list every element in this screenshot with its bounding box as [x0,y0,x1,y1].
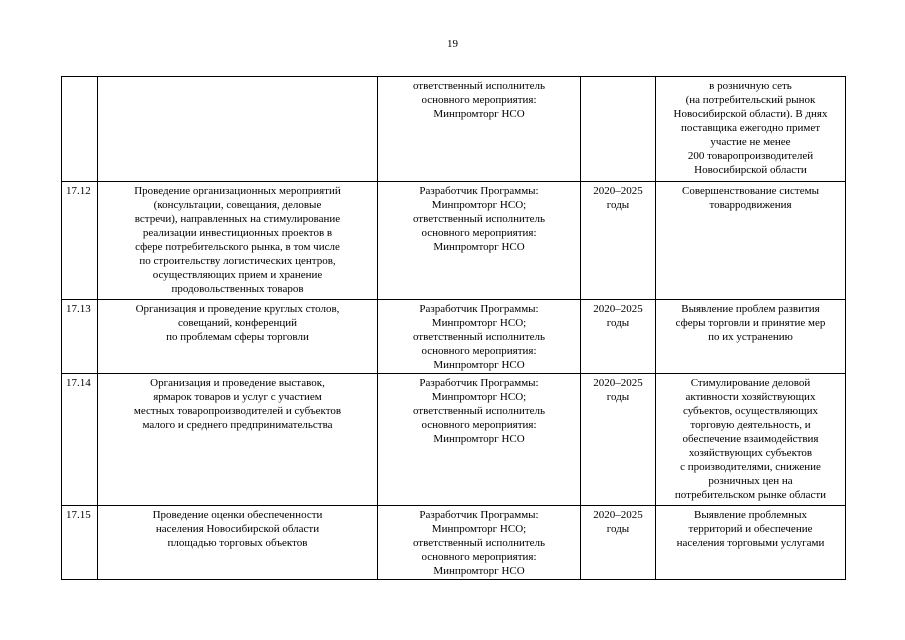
period-cell: 2020–2025 годы [581,506,656,580]
measure-title-cell: Проведение организационных мероприятий (консультации, совещания, деловые встречи), направленных на стимулирование реализации инвестиционных проектов в сфере потребительского рынка, в том числе по строительству логистических центров, осуществляющих прием и хранение продовольственных товаров [98,182,378,300]
measure-title-cell: Организация и проведение выставок, ярмарок товаров и услуг с участием местных товаропроизводителей и субъектов малого и среднего предпринимательства [98,374,378,506]
expected-result-cell: Выявление проблем развития сферы торговли и принятие мер по их устранению [656,300,846,374]
executor-cell: Разработчик Программы: Минпромторг НСО; ответственный исполнитель основного мероприятия: Минпромторг НСО [378,300,581,374]
table-row [62,300,846,374]
measures-table [61,76,846,580]
row-number-cell: 17.15 [62,506,98,580]
period-cell: 2020–2025 годы [581,374,656,506]
period-cell: 2020–2025 годы [581,182,656,300]
measure-title-cell: Проведение оценки обеспеченности населения Новосибирской области площадью торговых объектов [98,506,378,580]
measure-title-cell: Организация и проведение круглых столов, совещаний, конференций по проблемам сферы торговли [98,300,378,374]
row-number-cell: 17.12 [62,182,98,300]
table-row-continuation [62,77,846,182]
expected-result-cell: Стимулирование деловой активности хозяйствующих субъектов, осуществляющих торговую деятельность, и обеспечение взаимодействия хозяйствующих субъектов с производителями, снижение розничных цен на потребительском рынке области [656,374,846,506]
row-number-cell: 17.14 [62,374,98,506]
table-row [62,374,846,506]
executor-cell: Разработчик Программы: Минпромторг НСО; ответственный исполнитель основного мероприятия: Минпромторг НСО [378,182,581,300]
table-row [62,182,846,300]
executor-cell: Разработчик Программы: Минпромторг НСО; ответственный исполнитель основного мероприятия: Минпромторг НСО [378,374,581,506]
executor-cell: ответственный исполнитель основного мероприятия: Минпромторг НСО [378,77,581,182]
row-number-cell [62,77,98,182]
period-cell [581,77,656,182]
table-row [62,506,846,580]
measure-title-cell [98,77,378,182]
period-cell: 2020–2025 годы [581,300,656,374]
page-number: 19 [447,38,458,50]
row-number-cell: 17.13 [62,300,98,374]
executor-cell: Разработчик Программы: Минпромторг НСО; ответственный исполнитель основного мероприятия: Минпромторг НСО [378,506,581,580]
expected-result-cell: в розничную сеть (на потребительский рынок Новосибирской области). В днях поставщика ежегодно примет участие не менее 200 товаропроизводителей Новосибирской области [656,77,846,182]
expected-result-cell: Выявление проблемных территорий и обеспечение населения торговыми услугами [656,506,846,580]
expected-result-cell: Совершенствование системы товарродвижения [656,182,846,300]
